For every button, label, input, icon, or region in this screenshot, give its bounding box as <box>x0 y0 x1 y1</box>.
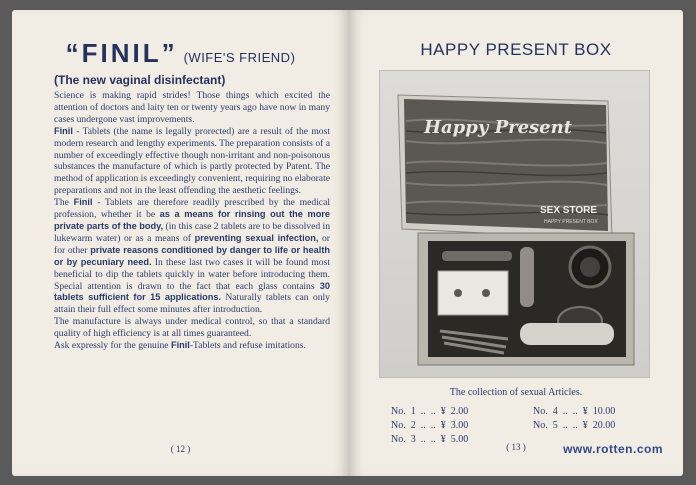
lid-text: Happy Present <box>424 117 573 138</box>
price-dots: .. .. <box>420 434 436 445</box>
box-photo-illustration <box>380 71 649 377</box>
bottle <box>520 247 534 307</box>
price-dots: .. .. <box>420 406 436 417</box>
body-text <box>54 90 330 352</box>
price-row-1 <box>391 406 468 417</box>
box-photo <box>379 70 650 378</box>
page-title: HAPPY PRESENT BOX <box>420 40 612 59</box>
paragraph-text: In these last two cases it will be found most beneficial to dip the tablets quickly in water before introducing them. Special attention is drawn to the fact that each glass contains <box>54 256 330 292</box>
page-number: ( 13 ) <box>506 442 526 452</box>
price-value: ¥ 3.00 <box>440 420 469 431</box>
paragraph-finil <box>54 126 330 197</box>
bold-phrase: 30 tablets sufficient for 15 applications. <box>54 280 330 303</box>
price-value: ¥ 10.00 <box>582 406 616 417</box>
price-label: No. 3 <box>391 434 416 445</box>
paragraph-text: -Tablets and refuse imitations. <box>189 340 306 352</box>
right-page <box>349 10 683 476</box>
price-row-4 <box>533 406 615 417</box>
price-label: No. 1 <box>391 406 416 417</box>
paragraph-text: Ask expressly for the genuine <box>54 340 171 352</box>
paragraph-usage <box>54 197 330 316</box>
left-page <box>12 10 349 476</box>
tablet-packet <box>438 271 508 315</box>
store-subtext: HAPPY PRESENT BOX <box>544 219 598 225</box>
finil-term: Finil <box>170 340 190 351</box>
title-suffix: (WIFE'S FRIEND) <box>183 50 296 65</box>
price-value: ¥ 5.00 <box>440 434 469 445</box>
price-label: No. 5 <box>533 420 558 431</box>
paragraph-text: Naturally tablets can only attain their full effect some minutes after introduction. <box>54 292 330 316</box>
watermark: www.rotten.com <box>563 442 663 456</box>
paragraph-text: or for other <box>54 232 330 256</box>
paragraph-text: - Tablets (the name is legally prorected) are a result of the most modern research and lengthy experiments. The preparation consists of a number of exceedingly effective though non-irritant and non-poisonous substances the manufacture of which is partly protected by Patent. The method of application is exceedingly convenient, requiring no elaborate preparations and not in the least offending the aesthetic feelings. <box>54 125 330 197</box>
paragraph-text: - Tablets are therefore readily prescribed by the medical profession, whether it be <box>54 197 330 221</box>
price-dots: .. .. <box>562 420 578 431</box>
sponge <box>520 323 614 345</box>
price-row-5 <box>533 420 615 431</box>
store-text: SEX STORE <box>540 205 598 216</box>
page-title <box>12 38 349 69</box>
box-open <box>418 233 634 365</box>
price-label: No. 2 <box>391 420 416 431</box>
subtitle: (The new vaginal disinfectant) <box>54 73 226 87</box>
paragraph-text: The <box>54 197 74 209</box>
price-row-2 <box>391 420 468 431</box>
photo-caption: The collection of sexual Articles. <box>449 387 583 398</box>
price-dots: .. .. <box>562 406 578 417</box>
page-number: ( 12 ) <box>170 444 191 454</box>
paragraph-intro: Science is making rapid strides! Those things which excited the attention of doctors and laity ten or twenty years ago have now in many cases undergone vast improvements. <box>54 90 330 125</box>
paragraph-ask <box>54 340 330 352</box>
finil-title: “FINIL” <box>65 38 178 68</box>
paragraph-manufacture: The manufacture is always under medical control, so that a standard quality of high efficiency is at all times guaranteed. <box>54 316 330 340</box>
bold-phrase: as a means for rinsing out the more private parts of the body, <box>54 209 330 231</box>
price-value: ¥ 2.00 <box>440 406 469 417</box>
finil-term: Finil <box>73 197 93 208</box>
price-label: No. 4 <box>533 406 558 417</box>
box-lid <box>398 95 612 239</box>
paragraph-text: (in this case 2 tablets are to be dissolved in lukewarm water) or as a means of <box>54 220 330 244</box>
price-dots: .. .. <box>420 420 436 431</box>
bold-phrase: preventing sexual infection, <box>194 232 319 243</box>
price-value: ¥ 20.00 <box>582 420 616 431</box>
bold-phrase: private reasons conditioned by danger to life or health or by pecuniary need. <box>54 244 330 267</box>
finil-term: Finil <box>54 125 73 136</box>
